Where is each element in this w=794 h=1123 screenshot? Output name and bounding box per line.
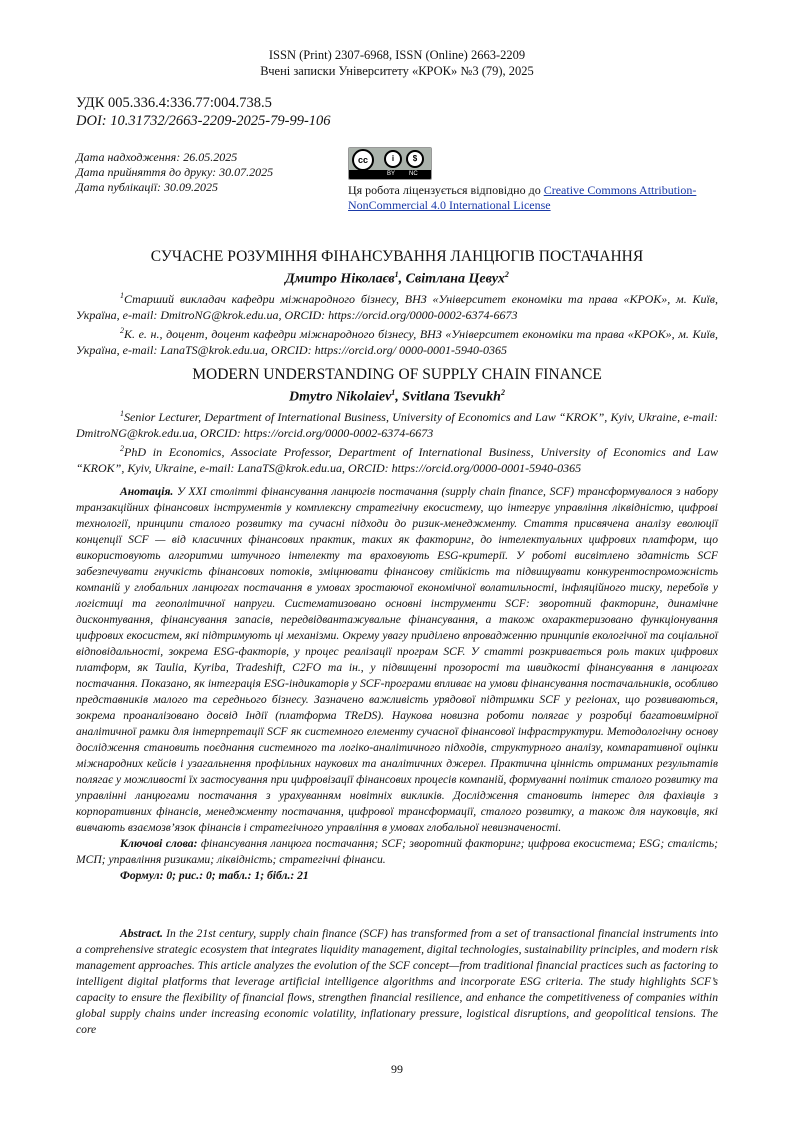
journal-header xyxy=(0,47,794,79)
affiliation-1-en: $^1$Senior Lecturer, Department of International Business, University of Economics and Law “KROK”, Kyiv, Ukraine, e-mail: DmitroNG@krok.edu.ua, ORCID: https://orcid.org/0000-0002-6374-6673 xyxy=(76,408,718,440)
by-label: BY xyxy=(387,171,396,177)
article-title-ua: СУЧАСНЕ РОЗУМІННЯ ФІНАНСУВАННЯ ЛАНЦЮГІВ ПОСТАЧАННЯ xyxy=(150,248,644,265)
affiliation-2-ua: $^2$К. е. н., доцент, доцент кафедри міжнародного бізнесу, ВНЗ «Університет економіки та права «КРОК», м. Київ, Україна, e-mail: LanaTS@krok.edu.ua, ORCID: https://orcid.org/ 0000-0001-5940-0365 xyxy=(76,325,718,357)
annotation-paragraph xyxy=(76,484,718,836)
english-title-block xyxy=(76,366,718,476)
abstract-paragraph xyxy=(76,926,718,1038)
cc-by-nc-badge-icon xyxy=(348,147,432,180)
date-published: Дата публікації: 30.09.2025 xyxy=(76,180,219,194)
license-link[interactable]: Creative Commons Attribution-NonCommercial 4.0 International License xyxy=(348,183,697,212)
nc-label: NC xyxy=(409,171,418,177)
page-number: 99 xyxy=(391,1062,403,1076)
creative-commons-icon: cc xyxy=(352,149,374,171)
udk-code: УДК 005.336.4:336.77:004.738.5 xyxy=(76,95,272,111)
article-title-en: MODERN UNDERSTANDING OF SUPPLY CHAIN FINANCE xyxy=(192,366,602,383)
author-1-ua: Дмитро Ніколаєв xyxy=(285,271,395,287)
stats-paragraph xyxy=(76,868,718,884)
issn-line: ISSN (Print) 2307-6968, ISSN (Online) 2663-2209 xyxy=(268,48,526,62)
annotation-text: У XXI столітті фінансування ланцюгів постачання (supply chain finance, SCF) трансформувалося з набору транзакційних фінансових інструментів у комплексну стратегічну екосистему, що інтегрує управління ліквідністю, цифрові технології, принципи сталого розвитку та сучасні підходи до ризик-менеджменту. Стаття присвячена аналізу еволюції концепції SCF — від класичних фінансових практик, таких як факторинг, до інтелектуальних цифрових платформ, що використовують алгоритми штучного інтелекту та враховують ESG-критерії. У роботі висвітлено здатність SCF забезпечувати гнучкість фінансових потоків, зміцнювати фінансову стійкість та підвищувати конкурентоспроможність компаній у глобальних ланцюгах постачання в умовах зростаючої економічної волатильності, інфляційного тиску, перебоїв у логістиці та геополітичної напруги. Систематизовано основні інструменти SCF: зворотний факторинг, динамічне дисконтування, фінансування запасів, передвідвантажувальне фінансування, а також охарактеризовано функціонування цифрових екосистем, які підтримують ці механізми. Окрему увагу приділено впровадженню принципів екологічної та соціальної відповідальності, зокрема ESG-факторів, у процес реалізації програм SCF. У статті розкривається роль таких цифрових платформ, як Taulia, Kyriba, Tradeshift, C2FO та ін., у підвищенні прозорості та швидкості фінансування в ланцюгах постачання. Показано, як інтеграція ESG-індикаторів у SCF-програми впливає на умови фінансування постачальників, особливо представників малого та середнього бізнесу. Зазначено важливість урядової підтримки SCF у регіонах, що розвиваються, зокрема проаналізовано досвід Індії (платформа TReDS). Наукова новизна роботи полягає у розробці багатовимірної аналітичної рамки для інтерпретації SCF як системного елементу сучасної фінансової інфраструктури. Методологічну основу дослідження становить поєднання системного та логіко-аналітичного підходів, структурного аналізу, компаративної оцінки міжнародних кейсів і узагальнення профільних наукових та аналітичних джерел. Практична цінність отриманих результатів полягає у можливості їх застосування при цифровізації фінансових процесів компаній, формуванні політик сталого розвитку та управлінні ланцюгами постачання з урахуванням новітніх викликів. Дослідження становить інтерес для фахівців з корпоративних фінансів, менеджменту постачання, цифрової трансформації, сталого розвитку, а також для науковців, які вивчають взаємозв’язок фінансів і стратегічного управління в умовах глобальної невизначеності. xyxy=(76,485,718,834)
authors-en: Dmytro Nikolaiev$^1$, Svitlana Tsevukh$^2$ xyxy=(289,388,505,405)
journal-issue-line: Вчені записки Університету «КРОК» №3 (79), 2025 xyxy=(260,64,534,78)
annotation-label: Анотація. xyxy=(120,485,174,498)
author-2-ua: Світлана Цевух xyxy=(405,271,505,287)
attribution-icon: i xyxy=(384,150,402,168)
keywords-paragraph xyxy=(76,836,718,868)
abstract-text: In the 21st century, supply chain finance (SCF) has transformed from a set of transactional financial instruments into a comprehensive strategic ecosystem that integrates liquidity management, digital technologies, sustainability principles, and modern risk management approaches. This article analyzes the evolution of the SCF concept—from traditional financial practices such as factoring to intelligent digital platforms that leverage artificial intelligence algorithms and incorporate ESG criteria. The study highlights SCF’s capacity to ensure the flexibility of financial flows, strengthen financial resilience, and enhance the competitiveness of companies within global supply chains under increasing economic volatility, inflationary pressure, logistical disruptions, and geopolitical tensions. The core xyxy=(76,927,718,1036)
date-received: Дата надходження: 26.05.2025 xyxy=(76,150,238,164)
abstract-label: Abstract. xyxy=(120,927,163,940)
identifiers xyxy=(76,94,331,130)
stats-text: Формул: 0; рис.: 0; табл.: 1; бібл.: 21 xyxy=(120,869,309,882)
author-2-en: Svitlana Tsevukh xyxy=(402,389,501,405)
keywords-label: Ключові слова: xyxy=(120,837,198,850)
date-accepted: Дата прийняття до друку: 30.07.2025 xyxy=(76,165,274,179)
noncommercial-icon: $ xyxy=(406,150,424,168)
annotation-block xyxy=(76,484,718,884)
keywords-text: фінансування ланцюга постачання; SCF; зворотний факторинг; цифрова екосистема; ESG; сталість; МСП; управління ризиками; ліквідність; стратегічні фінанси. xyxy=(76,837,718,866)
license-block xyxy=(348,147,708,213)
ukrainian-title-block xyxy=(76,248,718,358)
author-1-en: Dmytro Nikolaiev xyxy=(289,389,392,405)
affiliation-1-ua: $^1$Старший викладач кафедри міжнародного бізнесу, ВНЗ «Університет економіки та права «КРОК», м. Київ, Україна, e-mail: DmitroNG@krok.edu.ua, ORCID: https://orcid.org/0000-0002-6374-6673 xyxy=(76,290,718,322)
affiliation-2-en: $^2$PhD in Economics, Associate Professor, Department of International Business, University of Economics and Law “KROK”, Kyiv, Ukraine, e-mail: LanaTS@krok.edu.ua, ORCID: https://orcid.org/0000-0001-5940-0365 xyxy=(76,443,718,475)
license-text: Ця робота ліцензується відповідно до xyxy=(348,183,544,197)
authors-ua: Дмитро Ніколаєв$^1$, Світлана Цевух$^2$ xyxy=(285,270,509,287)
publication-dates xyxy=(76,150,273,195)
abstract-block xyxy=(76,926,718,1038)
doi: DOI: 10.31732/2663-2209-2025-79-99-106 xyxy=(76,113,331,129)
